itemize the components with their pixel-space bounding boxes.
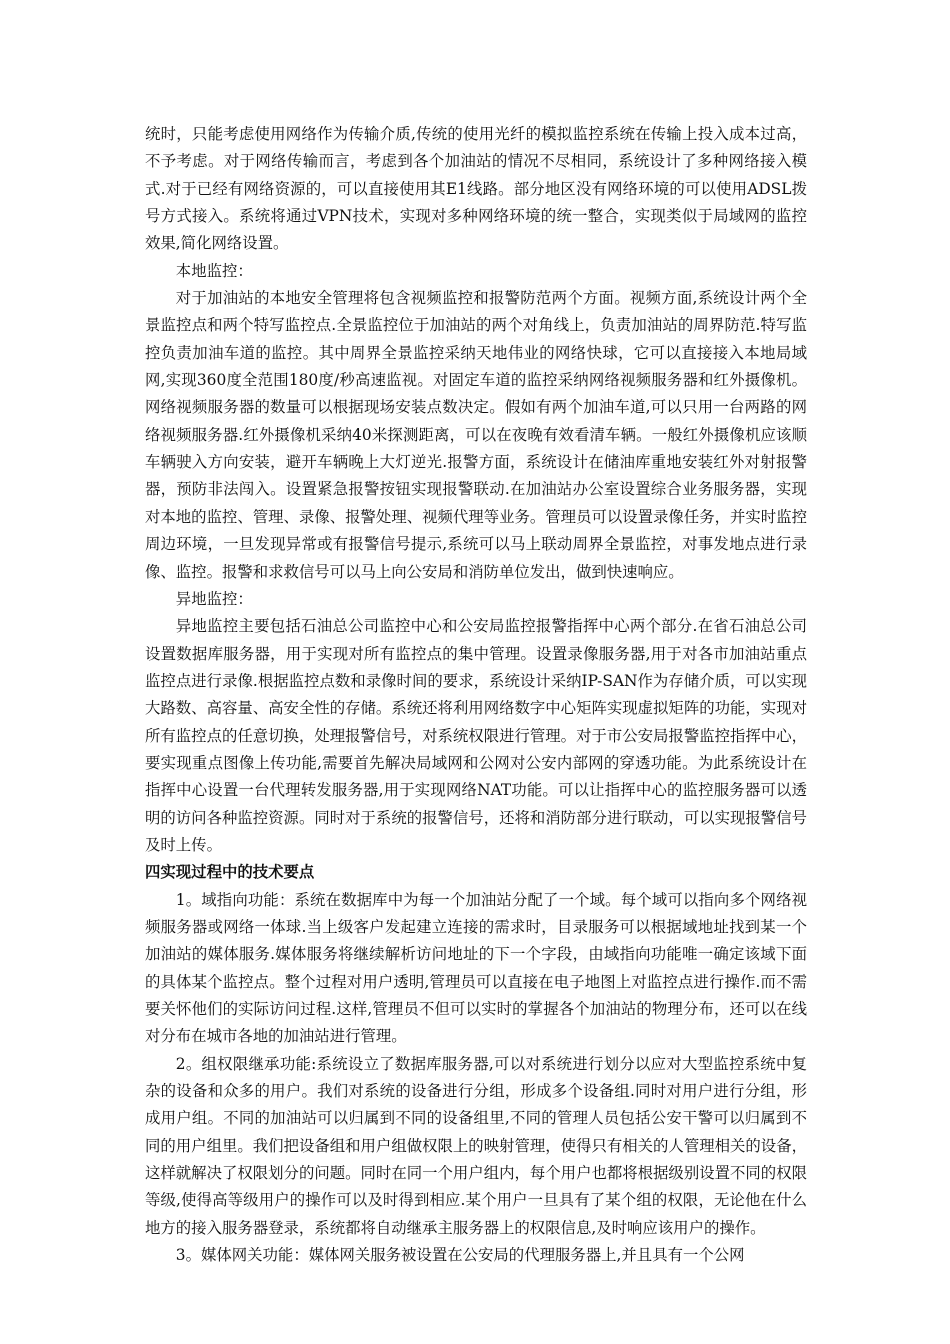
paragraph-group-permission: 2。组权限继承功能:系统设立了数据库服务器,可以对系统进行划分以应对大型监控系统中复杂的设备和众多的用户。我们对系统的设备进行分组，形成多个设备组.同时对用户进行分组，形成用户组。不同的加油站可以归属到不同的设备组里,不同的管理人员包括公安干警可以归属到不同的用户组里。我们把设备组和用户组做权限上的映射管理，使得只有相关的人管理相关的设备，这样就解决了权限划分的问题。同时在同一个用户组内，每个用户也都将根据级别设置不同的权限等级,使得高等级用户的操作可以及时得到相应.某个用户一旦具有了某个组的权限，无论他在什么地方的接入服务器登录，系统都将自动继承主服务器上的权限信息,及时响应该用户的操作。 <box>145 1054 807 1237</box>
paragraph-domain-pointing: 1。域指向功能：系统在数据库中为每一个加油站分配了一个域。每个域可以指向多个网络视频服务器或网络一体球.当上级客户发起建立连接的需求时，目录服务可以根据域地址找到某一个加油站的媒体服务.媒体服务将继续解析访问地址的下一个字段，由域指向功能唯一确定该域下面的具体某个监控点。整个过程对用户透明,管理员可以直接在电子地图上对监控点进行操作.而不需要关怀他们的实际访问过程.这样,管理员不但可以实时的掌握各个加油站的物理分布，还可以在线对分布在城市各地的加油站进行管理。 <box>145 890 807 1046</box>
paragraph-local-monitoring: 对于加油站的本地安全管理将包含视频监控和报警防范两个方面。视频方面,系统设计两个全景监控点和两个特写监控点.全景监控位于加油站的两个对角线上，负责加油站的周界防范.特写监控负责加油车道的监控。其中周界全景监控采纳天地伟业的网络快球，它可以直接接入本地局域网,实现360度全范围180度/秒高速监视。对固定车道的监控采纳网络视频服务器和红外摄像机。网络视频服务器的数量可以根据现场安装点数决定。假如有两个加油车道,可以只用一台两路的网络视频服务器.红外摄像机采纳40米探测距离，可以在夜晚有效看清车辆。一般红外摄像机应该顺车辆驶入方向安装，避开车辆晚上大灯逆光.报警方面，系统设计在储油库重地安装红外对射报警器，预防非法闯入。设置紧急报警按钮实现报警联动.在加油站办公室设置综合业务服务器，实现对本地的监控、管理、录像、报警处理、视频代理等业务。管理员可以设置录像任务，并实时监控周边环境，一旦发现异常或有报警信号提示,系统可以马上联动周界全景监控，对事发地点进行录像、监控。报警和求救信号可以马上向公安局和消防单位发出，做到快速响应。 <box>145 289 807 581</box>
paragraph-remote-monitoring: 异地监控主要包括石油总公司监控中心和公安局监控报警指挥中心两个部分.在省石油总公司设置数据库服务器，用于实现对所有监控点的集中管理。设置录像服务器,用于对各市加油站重点监控点进行录像.根据监控点数和录像时间的要求，系统设计采纳IP-SAN作为存储介质，可以实现大路数、高容量、高安全性的存储。系统还将利用网络数字中心矩阵实现虚拟矩阵的功能，实现对所有监控点的任意切换，处理报警信号，对系统权限进行管理。对于市公安局报警监控指挥中心，要实现重点图像上传功能,需要首先解决局域网和公网对公安内部网的穿透功能。为此系统设计在指挥中心设置一台代理转发服务器,用于实现网络NAT功能。可以让指挥中心的监控服务器可以透明的访问各种监控资源。同时对于系统的报警信号，还将和消防部分进行联动，可以实现报警信号及时上传。 <box>145 617 807 854</box>
subheading-remote-monitoring: 异地监控： <box>175 589 253 608</box>
paragraph-media-gateway: 3。媒体网关功能：媒体网关服务被设置在公安局的代理服务器上,并且具有一个公网 <box>175 1246 745 1265</box>
document-page <box>145 121 807 1269</box>
subheading-local-monitoring: 本地监控： <box>175 261 253 280</box>
paragraph-transmission: 统时，只能考虑使用网络作为传输介质,传统的使用光纤的模拟监控系统在传输上投入成本过高，不予考虑。对于网络传输而言，考虑到各个加油站的情况不尽相同，系统设计了多种网络接入模式.对于已经有网络资源的，可以直接使用其E1线路。部分地区没有网络环境的可以使用ADSL拨号方式接入。系统将通过VPN技术，实现对多种网络环境的统一整合，实现类似于局域网的监控效果,简化网络设置。 <box>145 125 807 253</box>
section-heading-technical-points: 四实现过程中的技术要点 <box>145 863 315 882</box>
